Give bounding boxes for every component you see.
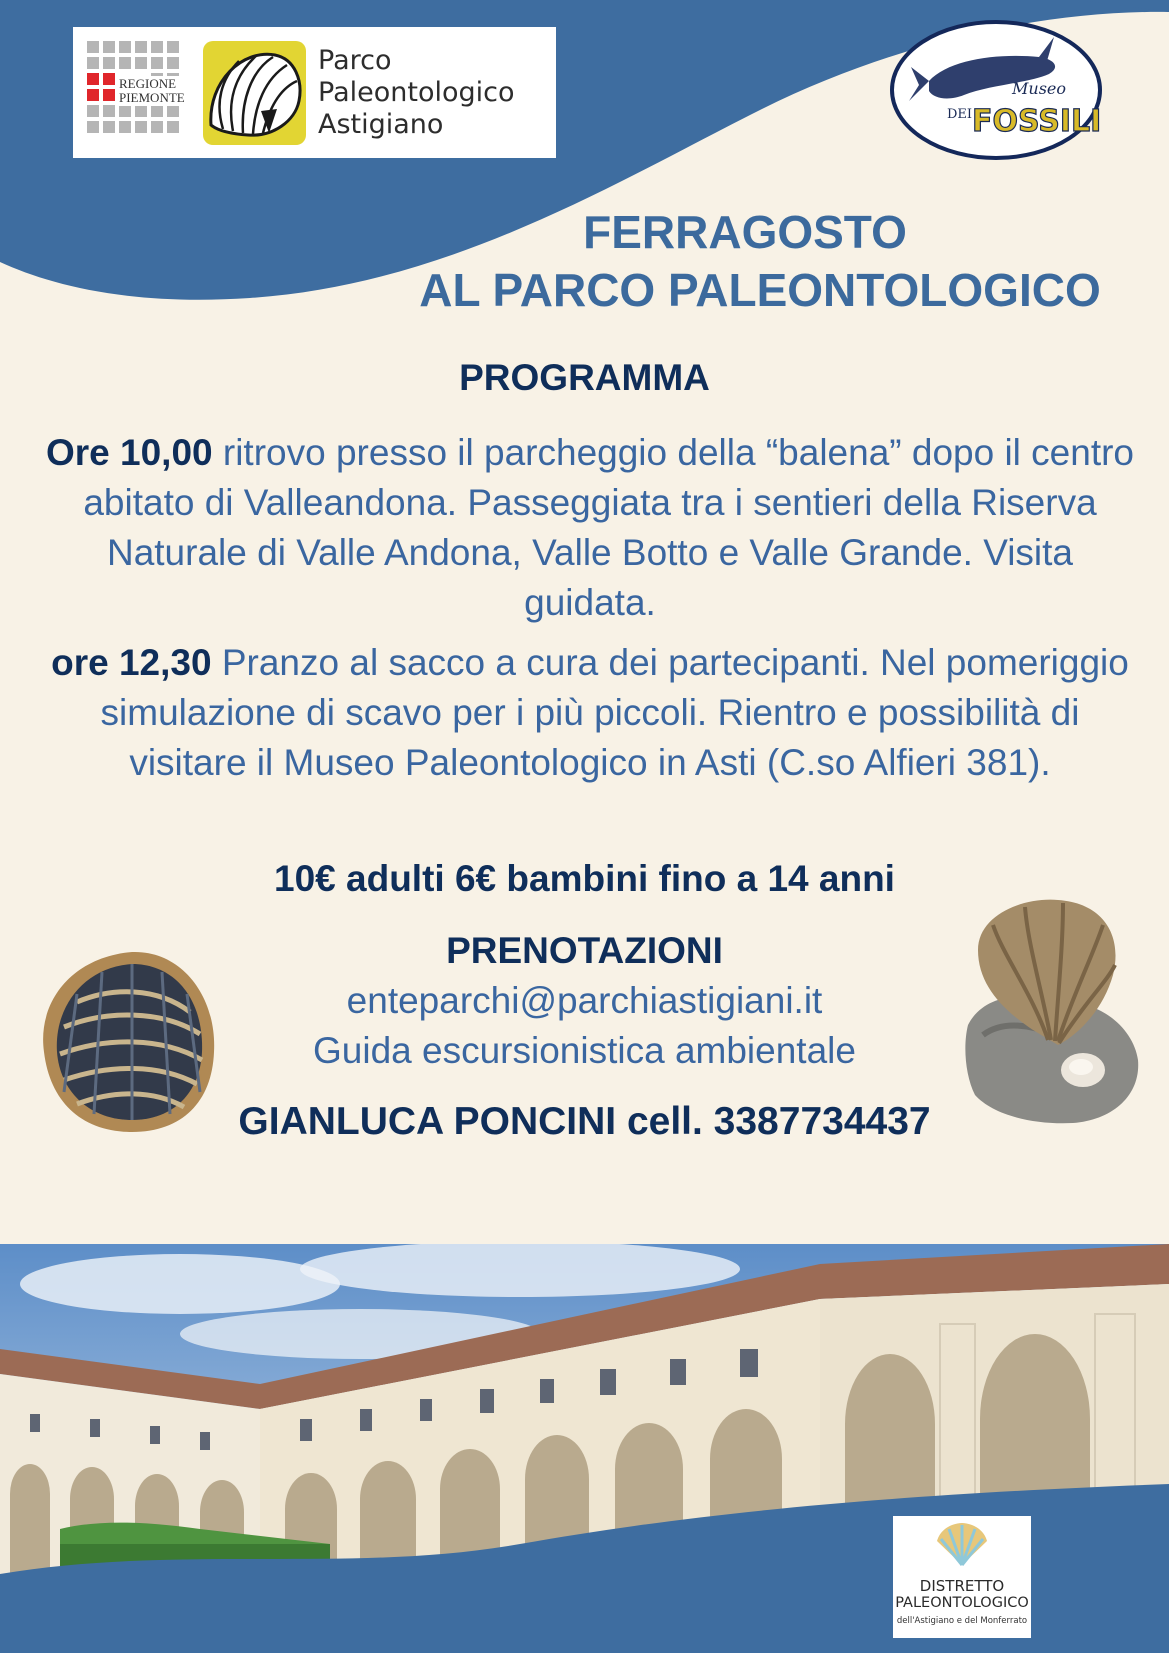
distretto-line2: PALEONTOLOGICO (895, 1595, 1029, 1611)
schedule-time-morning: Ore 10,00 (45, 432, 213, 473)
region-label-line2: PIEMONTE (119, 90, 185, 105)
price-line: 10€ adulti 6€ bambini fino a 14 anni (274, 858, 895, 899)
programma-heading: PROGRAMMA (459, 357, 710, 398)
region-label-line1: REGIONE (119, 76, 177, 91)
distretto-paleontologico-logo (893, 1516, 1031, 1638)
museum-logo-word2: DEI (947, 107, 973, 122)
booking-email[interactable]: enteparchi@parchiastigiani.it (346, 980, 823, 1021)
park-name-line2: Paleontologico (318, 77, 515, 108)
schedule-item-midday (40, 638, 1140, 788)
page-title (370, 203, 1150, 319)
museum-logo-word3: FOSSILI (972, 104, 1102, 139)
distretto-line3: dell'Astigiano e del Monferrato (896, 1616, 1028, 1626)
park-logo-block (73, 27, 556, 158)
schedule-item-morning (40, 428, 1140, 628)
park-name-line1: Parco (318, 45, 392, 76)
booking-contact: GIANLUCA PONCINI cell. 3387734437 (238, 1100, 931, 1143)
booking-guide-label: Guida escursionistica ambientale (313, 1030, 856, 1071)
region-piemonte-label (117, 76, 211, 106)
schedule-text-morning: ritrovo presso il parcheggio della “balena” dopo il centro abitato di Valleandona. Passeggiata tra i sentieri della Riserva Naturale di Valle Andona, Valle Botto e Valle Grande. Visita guidata. (83, 432, 1135, 623)
title-line1: FERRAGOSTO (583, 206, 907, 258)
title-line2: AL PARCO PALEONTOLOGICO (419, 264, 1101, 316)
schedule-text-midday: Pranzo al sacco a cura dei partecipanti. Nel pomeriggio simulazione di scavo per i più piccoli. Rientro e possibilità di visitare il Museo Paleontologico in Asti (C.so Alfieri 381). (100, 642, 1129, 783)
fossil-shell-right-image (963, 895, 1143, 1130)
booking-heading: PRENOTAZIONI (446, 930, 723, 971)
museum-logo-word1: Museo (1012, 79, 1066, 98)
park-name-line3: Astigiano (318, 109, 444, 140)
museo-dei-fossili-logo (889, 19, 1104, 161)
fossil-shell-left-image (32, 942, 222, 1137)
distretto-line1: DISTRETTO (919, 1577, 1005, 1595)
schedule-time-midday: ore 12,30 (51, 642, 212, 683)
scallop-fan-icon (933, 1521, 991, 1567)
park-name (318, 45, 553, 141)
scallop-shell-icon (203, 41, 306, 145)
